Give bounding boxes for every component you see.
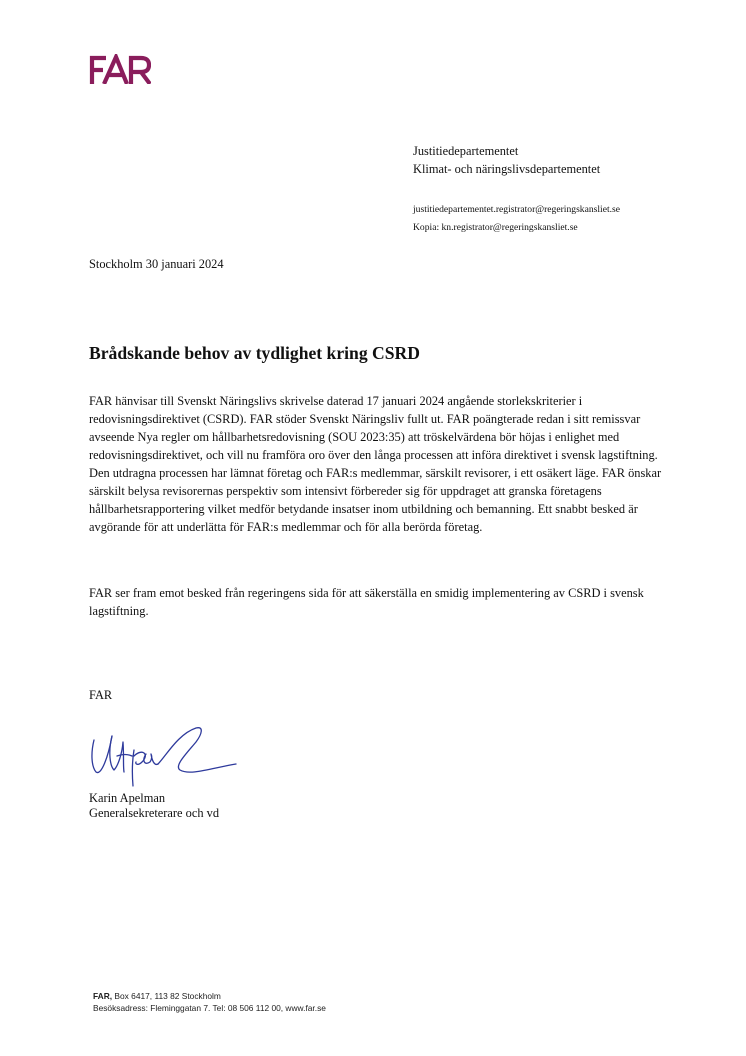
footer-org: FAR,: [93, 991, 113, 1001]
letter-date: Stockholm 30 januari 2024: [89, 257, 224, 271]
signer-title: Generalsekreterare och vd: [89, 806, 220, 820]
footer-address-line: [93, 990, 326, 1002]
recipient-ministry-climate: Klimat- och näringslivsdepartementet: [413, 162, 601, 176]
signer-block: [89, 791, 219, 821]
footer-visit-line: Besöksadress: Fleminggatan 7. Tel: 08 506 112 00, www.far.se: [93, 1003, 326, 1013]
signer-name: Karin Apelman: [89, 791, 166, 805]
far-logo: [89, 54, 151, 84]
letter-heading: Brådskande behov av tydlighet kring CSRD: [89, 343, 420, 363]
body-paragraph-1: FAR hänvisar till Svenskt Näringslivs skrivelse daterad 17 januari 2024 angående storlekskriterier i redovisningsdirektivet (CSRD). FAR stöder Svenskt Näringsliv fullt ut. FAR poängterade redan i sitt remissvar avseende Nya regler om hållbarhetsredovisning (SOU 2023:35) att tröskelvärdena bör höjas i enlighet med redovisningsdirektivet, och vill nu framföra oro över den långa processen att införa direktivet i svensk lagstiftning. Den utdragna processen har lämnat företag och FAR:s medlemmar, särskilt revisorer, i ett osäkert läge. FAR önskar särskilt belysa revisorernas perspektiv som intensivt förbereder sig för uppdraget att granska företagens hållbarhetsrapportering vilket medför betydande insatser inom utbildning och bemanning. Ett snabbt besked är avgörande för att underlätta för FAR:s medlemmar och för alla berörda företag.: [89, 394, 662, 534]
sender-name: FAR: [89, 688, 113, 702]
body-paragraph-2: FAR ser fram emot besked från regeringens sida för att säkerställa en smidig implementering av CSRD i svensk lagstiftning.: [89, 586, 644, 618]
recipient-block: [413, 142, 600, 178]
handwritten-signature: [86, 716, 246, 788]
email-block: [413, 201, 620, 237]
email-primary: justitiedepartementet.registrator@regeringskansliet.se: [413, 204, 621, 215]
footer: [93, 990, 326, 1014]
footer-address: Box 6417, 113 82 Stockholm: [112, 991, 221, 1001]
email-copy: Kopia: kn.registrator@regeringskansliet.se: [413, 222, 578, 233]
recipient-ministry-justice: Justitiedepartementet: [413, 144, 519, 158]
